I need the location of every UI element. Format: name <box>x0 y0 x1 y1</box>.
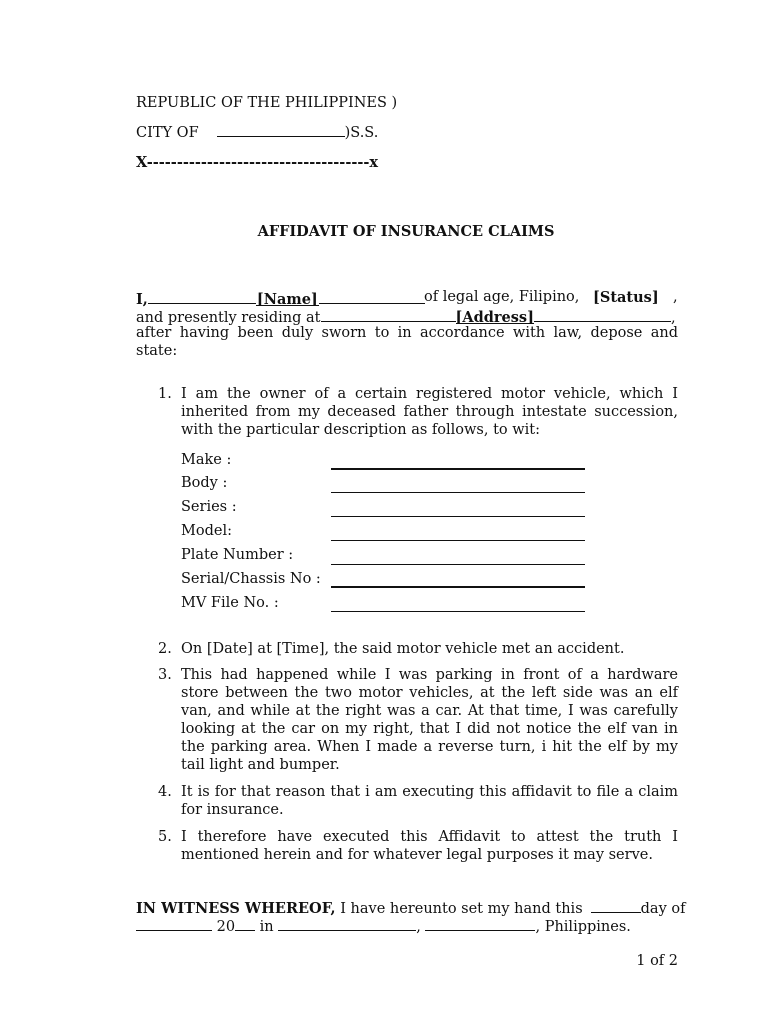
residing-text: and presently residing at <box>136 310 321 326</box>
province-blank <box>425 916 535 931</box>
spec-label-mvfile: MV File No. : <box>181 595 279 611</box>
spec-label-make: Make : <box>181 452 232 468</box>
day-blank <box>591 898 641 913</box>
year-blank <box>235 916 255 931</box>
intro-line-3: after having been duly sworn to in accordance with law, depose and <box>136 325 678 341</box>
city-label: CITY OF <box>136 125 199 141</box>
city-suffix: )S.S. <box>344 125 379 141</box>
address-comma: , <box>670 310 676 326</box>
spec-blank-mvfile <box>331 611 585 612</box>
spec-label-plate: Plate Number : <box>181 547 294 563</box>
name-placeholder: [Name] <box>256 291 318 308</box>
status-placeholder: [Status] <box>593 289 659 306</box>
item-text: On [Date] at [Time], the said motor vehicle met an accident. <box>181 641 625 657</box>
witness-line-2 <box>136 916 631 935</box>
spec-blank-make <box>331 468 585 470</box>
item-number: 4. <box>158 784 172 800</box>
item-text: This had happened while I was parking in front of a hardware store between the two motor vehicles, at the left side was an elf van, and while at the right was a car. At that time, I was carefully looking at the car on my right, that I did not notice the elf van in the parking area. When I made a reverse turn, i hit the elf by my tail light and bumper. <box>181 667 678 773</box>
spec-label-model: Model: <box>181 523 232 539</box>
item-number: 3. <box>158 667 172 683</box>
year-prefix: 20 <box>216 919 236 935</box>
philippines-text: , Philippines. <box>535 919 631 935</box>
page-number: 1 of 2 <box>636 953 678 969</box>
item-text: I therefore have executed this Affidavit to attest the truth I mentioned herein and for whatever legal purposes it may serve. <box>181 829 678 863</box>
address-blank-left <box>321 307 456 322</box>
intro-line-2 <box>136 307 676 326</box>
item-text: It is for that reason that i am executing this affidavit to file a claim for insurance. <box>181 784 678 818</box>
spec-blank-series <box>331 516 585 517</box>
item-number: 2. <box>158 641 172 657</box>
name-blank-right <box>319 289 425 304</box>
republic-line: REPUBLIC OF THE PHILIPPINES ) <box>136 95 398 111</box>
in-text: in <box>259 919 274 935</box>
witness-line-1 <box>136 898 685 917</box>
i-label: I, <box>136 291 148 308</box>
item-number: 5. <box>158 829 172 845</box>
witness-bold: IN WITNESS WHEREOF, <box>136 900 336 917</box>
intro-line-1 <box>136 289 425 308</box>
item-number: 1. <box>158 386 172 402</box>
document-title: AFFIDAVIT OF INSURANCE CLAIMS <box>257 223 555 240</box>
intro-line-4: state: <box>136 343 178 359</box>
witness-comma: , <box>416 919 421 935</box>
name-blank-left <box>148 289 256 304</box>
city-place-blank <box>278 916 416 931</box>
city-line <box>136 122 378 141</box>
month-blank <box>136 916 212 931</box>
spec-blank-body <box>331 492 585 493</box>
city-blank <box>217 122 345 137</box>
witness-text: I have hereunto set my hand this <box>340 901 583 917</box>
legal-age-text: of legal age, Filipino, <box>424 289 580 305</box>
item-text: I am the owner of a certain registered motor vehicle, which I inherited from my deceased father through intestate succession, with the particular description as follows, to wit: <box>181 386 678 438</box>
separator-line: X-------------------------------------x <box>136 154 379 171</box>
address-blank-right <box>534 307 671 322</box>
day-of-text: day of <box>640 901 686 917</box>
spec-label-body: Body : <box>181 475 228 491</box>
address-placeholder: [Address] <box>455 309 534 326</box>
spec-label-chassis: Serial/Chassis No : <box>181 571 321 587</box>
spec-blank-plate <box>331 564 585 565</box>
spec-blank-chassis <box>331 586 585 588</box>
spec-label-series: Series : <box>181 499 237 515</box>
spec-blank-model <box>331 540 585 541</box>
intro-comma: , <box>673 289 678 305</box>
